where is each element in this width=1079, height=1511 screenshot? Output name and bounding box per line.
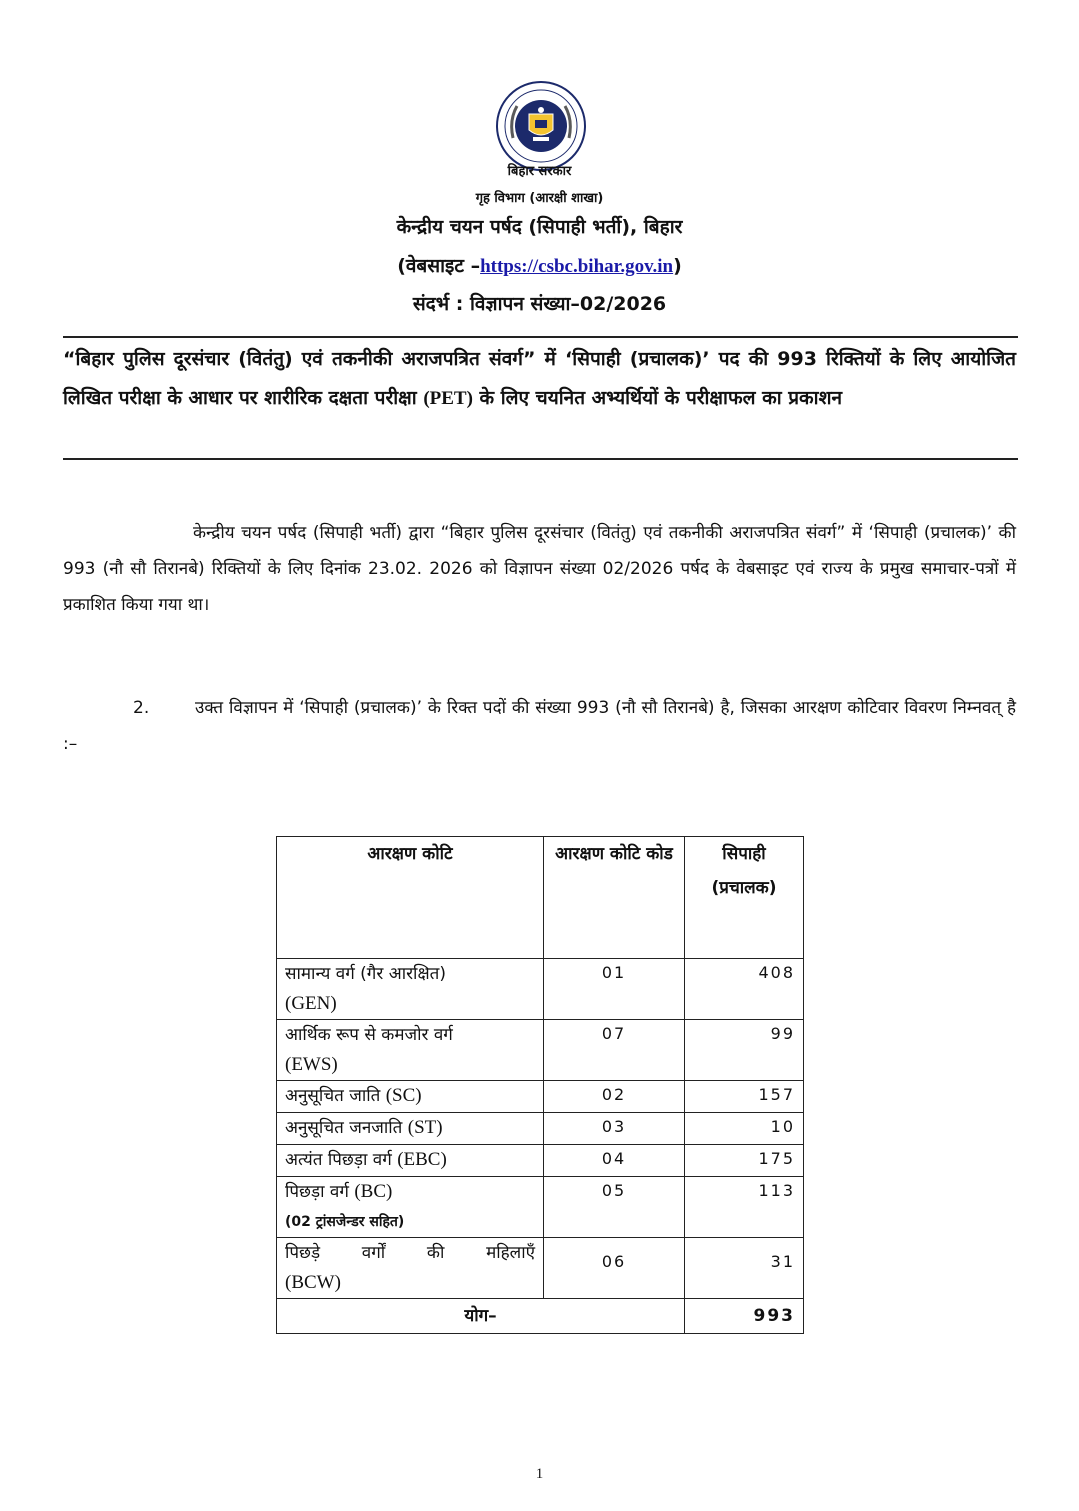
website-link[interactable]: https://csbc.bihar.gov.in [480,256,674,277]
category-cell [277,1145,544,1177]
category-name: अनुसूचित जाति [285,1086,381,1106]
csbc-emblem-logo [495,80,587,172]
header-constable-line1: सिपाही [722,844,766,864]
code-cell: 05 [544,1177,685,1238]
top-divider [63,336,1018,338]
count-cell: 10 [685,1113,804,1145]
govt-name: बिहार सरकार [507,164,572,179]
count-cell: 175 [685,1145,804,1177]
paragraph-2-text: उक्त विज्ञापन में ‘सिपाही (प्रचालक)’ के रिक्त पदों की संख्या 993 (नौ सौ तिरानबे) है, जिसका आरक्षण कोटिवार विवरण निम्नवत् है :– [63,698,1016,754]
table-header-row [277,837,804,959]
subject-text-before: “बिहार पुलिस दूरसंचार (वितंतु) एवं तकनीकी अराजपत्रित संवर्ग” में ‘सिपाही (प्रचालक)’ पद की 993 रिक्तियों के लिए आयोजित लिखित परीक्षा के आधार पर शारीरिक दक्षता परीक्षा [63,348,1016,409]
subject-pet: (PET) [423,388,473,409]
table-row [277,1113,804,1145]
category-abbr: (SC) [385,1085,422,1106]
table-row [277,1177,804,1238]
board-name: केन्द्रीय चयन पर्षद (सिपाही भर्ती), बिहार [396,216,683,238]
page-number: 1 [535,1466,544,1482]
count-cell: 31 [685,1238,804,1299]
category-name: पिछड़ा वर्ग [285,1182,349,1202]
reservation-table [276,836,804,1334]
category-name: अत्यंत पिछड़ा वर्ग [285,1150,392,1170]
code-cell: 07 [544,1020,685,1081]
category-abbr: (GEN) [285,993,337,1014]
count-cell: 99 [685,1020,804,1081]
category-name: पिछड़े वर्गों की महिलाएँ [285,1243,535,1263]
category-cell [277,1020,544,1081]
header-constable-line2: (प्रचालक) [711,878,777,898]
website-suffix: ) [673,255,682,277]
paragraph-number: 2. [133,698,150,718]
table-row [277,959,804,1020]
total-label: योग– [277,1299,685,1334]
website-prefix: (वेबसाइट – [397,255,481,277]
category-name: आर्थिक रूप से कमजोर वर्ग [285,1025,453,1045]
category-abbr: (EBC) [397,1149,447,1170]
category-cell [277,1113,544,1145]
category-cell [277,959,544,1020]
total-value: 993 [685,1299,804,1334]
paragraph-2 [63,690,1016,762]
category-abbr: (EWS) [285,1054,338,1075]
category-abbr: (ST) [407,1117,443,1138]
subject-text-after: के लिए चयनित अभ्यर्थियों के परीक्षाफल का प्रकाशन [479,387,843,409]
website-line [0,252,1079,278]
count-cell: 113 [685,1177,804,1238]
category-name: सामान्य वर्ग (गैर आरक्षित) [285,964,446,984]
table-row [277,1238,804,1299]
category-name: अनुसूचित जनजाति [285,1118,403,1138]
count-cell: 157 [685,1081,804,1113]
reference-line: संदर्भ : विज्ञापन संख्या–02/2026 [412,293,667,315]
table-row [277,1145,804,1177]
header-category: आरक्षण कोटि [277,837,544,959]
table-row [277,1020,804,1081]
header-code: आरक्षण कोटि कोड [544,837,685,959]
paragraph-1: केन्द्रीय चयन पर्षद (सिपाही भर्ती) द्वारा “बिहार पुलिस दूरसंचार (वितंतु) एवं तकनीकी अराजपत्रित संवर्ग” में ‘सिपाही (प्रचालक)’ की 993 (नौ सौ तिरानबे) रिक्तियों के लिए दिनांक 23.02. 2026 को विज्ञापन संख्या 02/2026 पर्षद के वेबसाइट एवं राज्य के प्रमुख समाचार-पत्रों में प्रकाशित किया गया था। [63,523,1016,615]
code-cell: 06 [544,1238,685,1299]
transgender-note: (02 ट्रांसजेन्डर सहित) [285,1214,405,1230]
category-cell [277,1081,544,1113]
count-cell: 408 [685,959,804,1020]
header-constable [685,837,804,959]
department-name: गृह विभाग (आरक्षी शाखा) [475,191,604,206]
code-cell: 04 [544,1145,685,1177]
category-abbr: (BCW) [285,1272,341,1293]
code-cell: 01 [544,959,685,1020]
bottom-divider [63,458,1018,460]
category-abbr: (BC) [354,1181,393,1202]
category-cell [277,1238,544,1299]
subject-heading [63,340,1016,418]
table-total-row [277,1299,804,1334]
table-row [277,1081,804,1113]
code-cell: 03 [544,1113,685,1145]
code-cell: 02 [544,1081,685,1113]
category-cell [277,1177,544,1238]
